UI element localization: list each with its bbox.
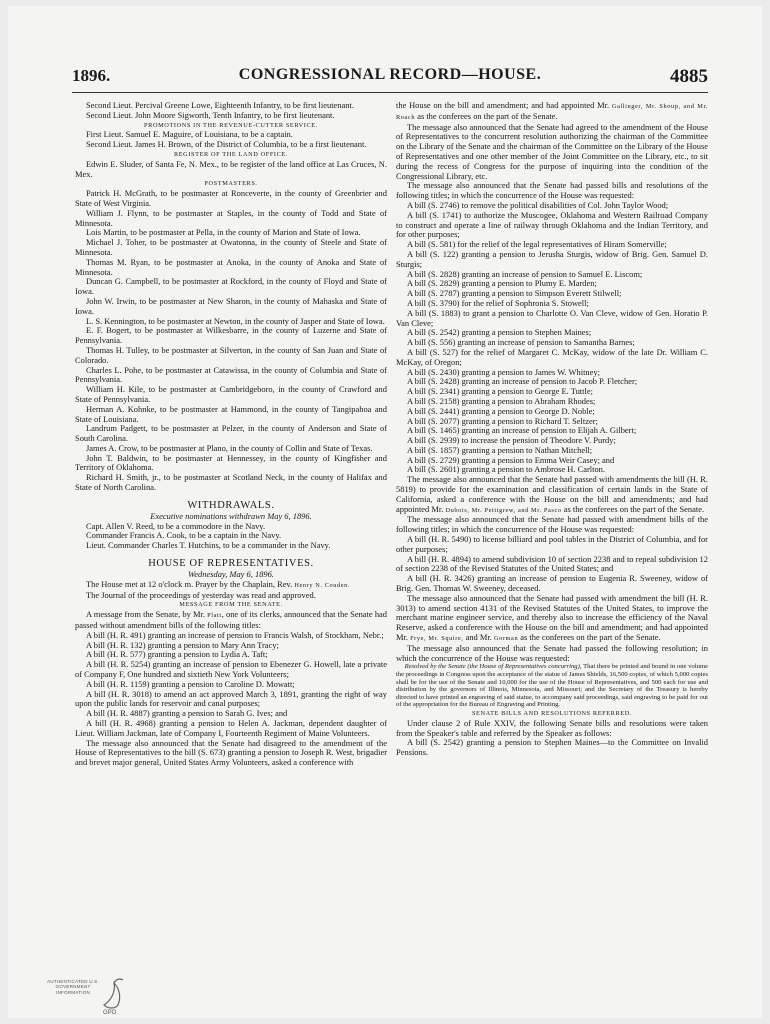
senate-bill-entry: A bill (S. 581) for the relief of the legal representatives of Hiram Somerville; [406, 239, 667, 250]
postmaster-entry: Herman A. Kohnke, to be postmaster at Hammond, in the county of Tangipahoa and State of Louisiana. [75, 403, 387, 424]
resolution-preamble: Resolved by the Senate (the House of Representatives concurring), [404, 663, 582, 671]
bill-entry: A bill (H. R. 577) granting a pension to Lydia A. Taft; [85, 649, 268, 660]
postmaster-entry: E. F. Bogert, to be postmaster at Wilkesbarre, in the county of Luzerne and State of Pennsylvania. [75, 325, 387, 346]
postmaster-entry: William H. Kile, to be postmaster at Cambridgeboro, in the county of Crawford and State of Pennsylvania. [75, 384, 387, 404]
postmaster-entry: John W. Irwin, to be postmaster at New Sharon, in the county of Mahaska and State of Iowa. [75, 295, 387, 316]
senate-bill-entry: A bill (S. 2430) granting a pension to James W. Whitney; [406, 366, 600, 377]
senate-bill-entry: A bill (S. 2158) granting a pension to Abraham Rhodes; [406, 395, 596, 406]
gpo-logo-text: AUTHENTICATED U.S. GOVERNMENT INFORMATION [46, 979, 99, 995]
senate-bill-entry: A bill (S. 2828) granting an increase of pension to Samuel E. Liscom; [406, 268, 643, 279]
paragraph: The Journal of the proceedings of yesterday was read and approved. [85, 589, 316, 600]
house-bill-entry: A bill (H. R. 4894) to amend subdivision 10 of section 2238 and to repeal subdivision 12 of section 2238 of the Revised Statutes of the United States; and [396, 553, 708, 574]
header-year: 1896. [72, 66, 111, 85]
left-column [75, 101, 387, 768]
resolution-body: That there be printed and bound in one volume the proceedings in Congress upon the acceptance of the statue of James Shields, 16,500 copies, of which 5,000 copies shall be for the use of the Senate and 10,000 for the use of the House of Representatives, and 500 each for use and distribution by the governors of Illinois, Minnesota, and Missouri; and the Secretary of the Treasury is hereby directed to have printed an engraving of said statue, to accompany said proceedings, said engraving to be paid for out of the appropriation for the Bureau of Engraving and Printing. [396, 663, 708, 709]
senate-bill-entry: A bill (S. 556) granting an increase of pension to Samantha Barnes; [406, 337, 635, 348]
postmaster-entry: Richard H. Smith, jr., to be postmaster at Scotland Neck, in the county of Halifax and State of North Carolina. [75, 472, 387, 493]
right-column [396, 101, 708, 758]
paragraph: The message also announced that the Senate had passed the following resolution; in which the concurrence of the House was requested: [396, 642, 708, 663]
header-page-number: 4885 [670, 66, 708, 87]
bill-entry: A bill (H. R. 132) granting a pension to Mary Ann Tracy; [85, 639, 279, 650]
postmaster-entry: Duncan G. Campbell, to be postmaster at Rockford, in the county of Floyd and State of Iowa. [75, 276, 387, 297]
senate-bill-entry: A bill (S. 1741) to authorize the Muscogee, Oklahoma and Western Railroad Company to construct and operate a line of railway through Oklahoma and the Indian Territory, and for other purposes; [396, 209, 708, 240]
postmaster-entry: John T. Baldwin, to be postmaster at Hennessey, in the county of Kingfisher and Territory of Oklahoma. [75, 452, 387, 473]
bill-entry: A bill (H. R. 5254) granting an increase of pension to Ebenezer G. Howell, late a private of Company F, One hundred and sixtieth New York Volunteers; [75, 659, 387, 680]
senate-bill-entry: A bill (S. 3790) for the relief of Sophronia S. Stowell; [406, 297, 589, 308]
section-heading: REGISTER OF THE LAND OFFICE. [173, 150, 289, 158]
chaplain-name: Henry N. Couden. [294, 581, 351, 589]
paragraph: The message also announced that the Senate had passed with amendment bills of the following titles; in which the concurrence of the House was requested: [396, 514, 708, 535]
paragraph: Under clause 2 of Rule XXIV, the following Senate bills and resolutions were taken from the Speaker's table and referred by the Speaker as follows: [396, 717, 708, 738]
section-heading: POSTMASTERS. [204, 180, 258, 188]
senate-bill-entry: A bill (S. 1465) granting an increase of pension to Elijah A. Gilbert; [406, 425, 637, 436]
senate-bill-entry: A bill (S. 2441) granting a pension to George D. Noble; [406, 405, 595, 416]
paragraph: Second Lieut. Percival Greene Lowe, Eighteenth Infantry, to be first lieutenant. [85, 100, 354, 110]
paragraph: Second Lieut. James H. Brown, of the District of Columbia, to be a first lieutenant. [85, 139, 367, 150]
withdrawals-heading: WITHDRAWALS. [187, 499, 275, 511]
paragraph: Second Lieut. John Moore Sigworth, Tenth Infantry, to be first lieutenant. [85, 109, 335, 120]
gpo-name: GPO [103, 1010, 117, 1015]
postmaster-entry: Thomas M. Ryan, to be postmaster at Anoka, in the county of Anoka and State of Minnesota. [75, 256, 387, 277]
text-run: The message also announced that the Senate had passed with amendment the bill (H. R. 3013) to amend section 4131 of the Revised Statutes of the United States, to improve the merchant marine engineer service, and thereby also to increase the efficiency of the Naval Reserve, asked a conference with the House on the bill and amendment; and had appointed Mr. [396, 592, 708, 643]
senate-bill-entry: A bill (S. 2729) granting a pension to Emma Weir Casey; and [406, 454, 615, 465]
msg-text: , one of its clerks, announced that the Senate had passed without amendment bills of the following titles: [75, 609, 387, 631]
paragraph: Edwin E. Sluder, of Santa Fe, N. Mex., to be register of the land office at Las Cruces, N. Mex. [75, 158, 387, 179]
text-run: the House on the bill and amendment; and had appointed Mr. [396, 100, 610, 110]
withdrawal-entry: Capt. Allen V. Reed, to be a commodore in the Navy. [85, 520, 266, 531]
bill-entry: A bill (H. R. 1159) granting a pension to Caroline D. Mowatt; [85, 678, 295, 689]
msg-text: A message from the Senate, by Mr. [85, 609, 205, 620]
header-rule [72, 92, 708, 93]
paragraph: The message also announced that the Senate had disagreed to the amendment of the House of Representatives to the bill (S. 673) granting a pension to Joseph R. West, brigadier and brevet major general, United States Army Volunteers, asked a conference with [75, 737, 387, 768]
senate-bill-entry: A bill (S. 2077) granting a pension to Richard T. Seltzer; [406, 415, 598, 426]
section-heading: PROMOTIONS IN THE REVENUE-CUTTER SERVICE. [144, 121, 318, 129]
bill-entry: A bill (H. R. 4968) granting a pension to Helen A. Jackman, dependent daughter of Lieut. William Jackman, late of Company I, Fourteenth Regiment of Maine Volunteers. [75, 718, 387, 738]
postmaster-entry: Patrick H. McGrath, to be postmaster at Ronceverte, in the county of Greenbrier and State of West Virginia. [75, 188, 387, 208]
postmaster-entry: Lois Martin, to be postmaster at Pella, in the county of Marion and State of Iowa. [85, 227, 361, 238]
withdrawals-subheading: Executive nominations withdrawn May 6, 1896. [150, 510, 312, 521]
paragraph: The message also announced that the Senate had passed bills and resolutions of the following titles; in which the concurrence of the House was requested: [396, 180, 708, 201]
text-run: as the conferees on the part of the Senate. [520, 632, 661, 643]
withdrawal-entry: Commander Francis A. Cook, to be a captain in the Navy. [85, 530, 282, 541]
bill-entry: A bill (H. R. 4887) granting a pension to Sarah G. Ives; and [85, 708, 288, 719]
postmaster-entry: Michael J. Toher, to be postmaster at Owatonna, in the county of Steele and State of Minnesota. [75, 237, 387, 257]
bill-entry: A bill (H. R. 491) granting an increase of pension to Francis Walsh, of Stockham, Nebr.; [85, 629, 384, 640]
senate-bill-entry: A bill (S. 2542) granting a pension to Stephen Maines; [406, 327, 592, 338]
paragraph [396, 475, 708, 515]
postmaster-entry: Charles L. Pohe, to be postmaster at Catawissa, in the county of Columbia and State of Pennsylvania. [75, 364, 387, 385]
senate-bill-entry: A bill (S. 1883) to grant a pension to Charlotte O. Van Cleve, widow of Gen. Horatio P. Van Cleve; [396, 307, 708, 328]
senate-bill-entry: A bill (S. 2428) granting an increase of pension to Jacob P. Fletcher; [406, 376, 638, 387]
senate-bill-entry: A bill (S. 2601) granting a pension to Ambrose H. Carlton. [406, 464, 606, 475]
paragraph [396, 594, 708, 644]
paragraph [75, 610, 387, 631]
conferee-names: Dubois, Mr. Pettigrew, and Mr. Pasco [445, 506, 562, 514]
postmaster-entry: William J. Flynn, to be postmaster at Staples, in the county of Todd and State of Minnesota. [75, 207, 387, 228]
postmaster-entry: L. S. Kennington, to be postmaster at Newton, in the county of Jasper and State of Iowa. [85, 315, 385, 326]
text-run: as the conferees on the part of the Senate. [417, 110, 558, 121]
gpo-authentication-logo [44, 975, 126, 1015]
senate-bill-entry: A bill (S. 2341) granting a pension to George E. Tuttle; [406, 386, 593, 397]
senate-bill-entry: A bill (S. 1857) granting a pension to Nathan Mitchell; [406, 444, 593, 455]
section-heading: SENATE BILLS AND RESOLUTIONS REFERRED. [471, 709, 633, 717]
text-run: and Mr. [465, 632, 492, 643]
conferee-names: Frye, Mr. Squire, [410, 635, 464, 643]
senate-bill-entry: A bill (S. 2746) to remove the political disabilities of Col. John Taylor Wood; [406, 199, 669, 210]
conferee-names: Gorman [493, 635, 519, 643]
clerk-name: Platt [207, 612, 222, 620]
senate-bill-entry: A bill (S. 122) granting a pension to Jerusha Sturgis, widow of Brig. Gen. Samuel D. Sturgis; [396, 248, 708, 269]
conferee-names: Gallinger, Mr. Shoup, and Mr. Roach [396, 103, 709, 121]
house-bill-entry: A bill (H. R. 5490) to license billiard and pool tables in the District of Columbia, and for other purposes; [396, 534, 708, 554]
house-bill-entry: A bill (H. R. 3426) granting an increase of pension to Eugenia R. Sweeney, widow of Brig. Gen. Thomas W. Sweeney, deceased. [396, 573, 708, 594]
house-heading: HOUSE OF REPRESENTATIVES. [148, 558, 314, 570]
resolution-text [396, 663, 708, 709]
bill-entry: A bill (H. R. 3018) to amend an act approved March 3, 1891, granting the right of way upon the public lands for reservoir and canal purposes; [75, 688, 387, 709]
senate-bill-entry: A bill (S. 2787) granting a pension to Simpson Everett Stilwell; [406, 288, 622, 299]
postmaster-entry: Thomas H. Tulley, to be postmaster at Silverton, in the county of San Juan and State of Colorado. [75, 344, 387, 365]
withdrawal-entry: Lieut. Commander Charles T. Hutchins, to be a commander in the Navy. [85, 540, 331, 551]
postmaster-entry: James A. Crow, to be postmaster at Plano, in the county of Collin and State of Texas. [85, 442, 373, 453]
paragraph: The message also announced that the Senate had agreed to the amendment of the House of Representatives to the concurrent resolution authorizing the chairman of the Committee on the Library of the Senate and the chairman of the Committee on the Library of the House of Representatives and one other member of the Joint Committee on the Library, etc., to sit during the recess of Congress for the purpose of inquiring into the condition of the Congressional Library, etc. [396, 121, 708, 181]
paragraph: First Lieut. Samuel E. Maguire, of Louisiana, to be a captain. [85, 129, 293, 140]
paragraph: A bill (S. 2542) granting a pension to Stephen Maines—to the Committee on Invalid Pensions. [396, 737, 708, 758]
session-date: Wednesday, May 6, 1896. [188, 569, 274, 580]
eagle-icon [100, 975, 126, 1015]
senate-bill-entry: A bill (S. 527) for the relief of Margaret C. McKay, widow of the late Dr. William C. McKay, of Oregon; [396, 346, 708, 367]
senate-bill-entry: A bill (S. 2829) granting a pension to Plumy E. Marden; [406, 278, 597, 289]
postmaster-entry: Landrum Padgett, to be postmaster at Pelzer, in the county of Anderson and State of South Carolina. [75, 423, 387, 444]
met-text: The House met at 12 o'clock m. Prayer by the Chaplain, Rev. [85, 578, 293, 589]
senate-bill-entry: A bill (S. 2939) to increase the pension of Theodore V. Purdy; [406, 435, 616, 446]
text-run: as the conferees on the part of the Senate. [563, 503, 705, 514]
paragraph [396, 101, 708, 123]
header-title: CONGRESSIONAL RECORD—HOUSE. [238, 66, 542, 83]
page-header [72, 66, 708, 90]
text-run: The message also announced that the Senate had passed with amendments the bill (H. R. 5819) to provide for the examination and classification of certain lands in the State of California, asked a conference with the House on the bill and amendments; and had appointed Mr. [396, 474, 708, 514]
section-heading: MESSAGE FROM THE SENATE. [179, 601, 283, 609]
